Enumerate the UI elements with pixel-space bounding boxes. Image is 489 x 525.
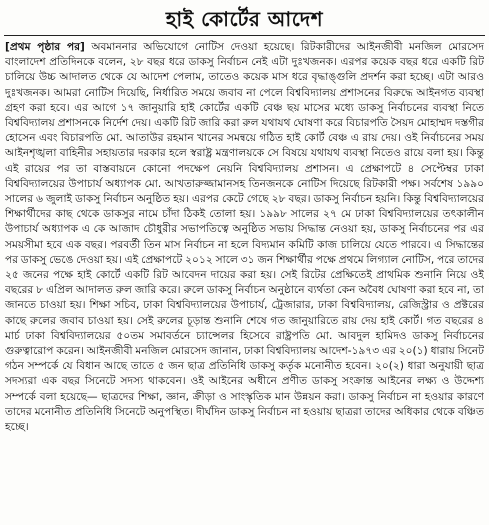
headline-divider — [4, 35, 485, 36]
continuation-label: [প্রথম পৃষ্ঠার পর] — [5, 41, 85, 53]
article-body-text: অবমাননার অভিযোগে নোটিস দেওয়া হয়েছে। রিটকারীদের আইনজীবী মনজিল মোরসেদ বাংলাদেশ প্রতিদিনকে বলেন, ২৮ বছর ধরে ডাকসু নির্বাচন নেই এটা দুঃখজনক। এরপর কয়েক বছর ধরে একটি রিট চালিয়ে উচ্চ আদালত থেকে যে আদেশ পেলাম, তাতেও কয়েক মাস ধরে বৃদ্ধাঙ্গুলি প্রদর্শন করা হচ্ছে। এটা আরও দুঃখজনক। আমরা নোটিস দিয়েছি, নির্ধারিত সময়ে জবাব না পেলে বিশ্ববিদ্যালয় প্রশাসনের বিরুদ্ধে আইনগত ব্যবস্থা গ্রহণ করা হবে। এর আগে ১৭ জানুয়ারি হাই কোর্টের একটি বেঞ্চ ছয় মাসের মধ্যে ডাকসু নির্বাচনের ব্যবস্থা নিতে বিশ্ববিদ্যালয় প্রশাসনকে নির্দেশ দেয়। একটি রিট জারি করা রুল যথাযথ ঘোষণা করে বিচারপতি সৈয়দ মোহাম্মদ দস্তগীর হোসেন এবং বিচারপতি মো. আতাউর রহমান খানের সমন্বয়ে গঠিত হাই কোর্ট বেঞ্চ এ রায় দেয়। ওই নির্বাচনের সময় আইনশৃঙ্খলা বাহিনীর সহায়তার দরকার হলে স্বরাষ্ট্র মন্ত্রণালয়কে সে বিষয়ে যথাযথ ব্যবস্থা নিতেও রায়ে বলা হয়। কিন্তু এই রায়ের পর তা বাস্তবায়নে কোনো পদক্ষেপ নেয়নি বিশ্ববিদ্যালয় প্রশাসন। এ প্রেক্ষাপটে ৪ সেপ্টেম্বর ঢাকা বিশ্ববিদ্যালয়ের উপাচার্য অধ্যাপক মো. আখতারুজ্জামানসহ তিনজনকে নোটিস দিয়েছে রিটকারী পক্ষ। সর্বশেষ ১৯৯০ সালের ৬ জুলাই ডাকসু নির্বাচন অনুষ্ঠিত হয়। এরপর কেটে গেছে ২৮ বছর। ডাকসু নির্বাচন হয়নি। কিন্তু বিশ্ববিদ্যালয়ের শিক্ষার্থীদের কাছ থেকে ডাকসুর নামে চাঁদা ঠিকই তোলা হয়। ১৯৯৮ সালের ২৭ মে ঢাকা বিশ্ববিদ্যালয়ের তৎকালীন উপাচার্য অধ্যাপক এ কে আজাদ চৌধুরীর সভাপতিত্বে অনুষ্ঠিত সভায় সিদ্ধান্ত নেওয়া হয়, ডাকসু নির্বাচনের পর এর সময়সীমা হবে এক বছর। পরবর্তী তিন মাস নির্বাচন না হলে বিদ্যমান কমিটি কাজ চালিয়ে যেতে পারবে। এ সিদ্ধান্তের পর ডাকসু ভেঙে দেওয়া হয়। এই প্রেক্ষাপটে ২০১২ সালে ৩১ জন শিক্ষার্থীর পক্ষে প্রথমে লিগ্যাল নোটিস, পরে তাদের ২৫ জনের পক্ষে হাই কোর্টে একটি রিট আবেদন দায়ের করা হয়। সেই রিটের প্রেক্ষিতেই প্রাথমিক শুনানি নিয়ে ওই বছরের ৮ এপ্রিল আদালত রুল জারি করে। রুলে ডাকসু নির্বাচন অনুষ্ঠানে ব্যর্থতা কেন অবৈধ ঘোষণা করা হবে না, তা জানতে চাওয়া হয়। শিক্ষা সচিব, ঢাকা বিশ্ববিদ্যালয়ের উপাচার্য, ট্রেজারার, ঢাকা বিশ্ববিদ্যালয়, রেজিস্ট্রার ও প্রক্টরের কাছে রুলের জবাব চাওয়া হয়। সেই রুলের চূড়ান্ত শুনানি শেষে গত জানুয়ারিতে রায় দেয় হাই কোর্ট। গত বছরের ৪ মার্চ ঢাকা বিশ্ববিদ্যালয়ের ৫০তম সমাবর্তনে চ্যান্সেলর হিসেবে রাষ্ট্রপতি মো. আবদুল হামিদও ডাকসু নির্বাচনের গুরুত্বারোপ করেন। আইনজীবী মনজিল মোরসেদ জানান, ঢাকা বিশ্ববিদ্যালয় আদেশ-১৯৭৩ এর ২০(১) ধারায় সিনেট গঠন সম্পর্কে যে বিধান আছে তাতে ৫ জন ছাত্র প্রতিনিধি ডাকসু কর্তৃক মনোনীত হবেন। ২০(২) ধারা অনুযায়ী ছাত্র সদস্যরা এক বছর সিনেটে সদস্য থাকবেন। ওই আইনের অধীনে প্রণীত ডাকসু সংক্রান্ত আইনের লক্ষ্য ও উদ্দেশ্য সম্পর্কে বলা হয়েছে— ছাত্রদের শিক্ষা, জ্ঞান, ক্রীড়া ও সাংস্কৃতিক মান উন্নয়ন করা। ডাকসু নির্বাচন না হওয়ার কারণে তাদের মনোনীত প্রতিনিধি সিনেটে অনুপস্থিত। দীর্ঘদিন ডাকসু নির্বাচন না হওয়ায় ছাত্ররা তাদের অধিকার থেকে বঞ্চিত হচ্ছে। — [5, 41, 484, 434]
article-body — [5, 40, 484, 435]
article-headline: হাই কোর্টের আদেশ — [165, 7, 324, 31]
